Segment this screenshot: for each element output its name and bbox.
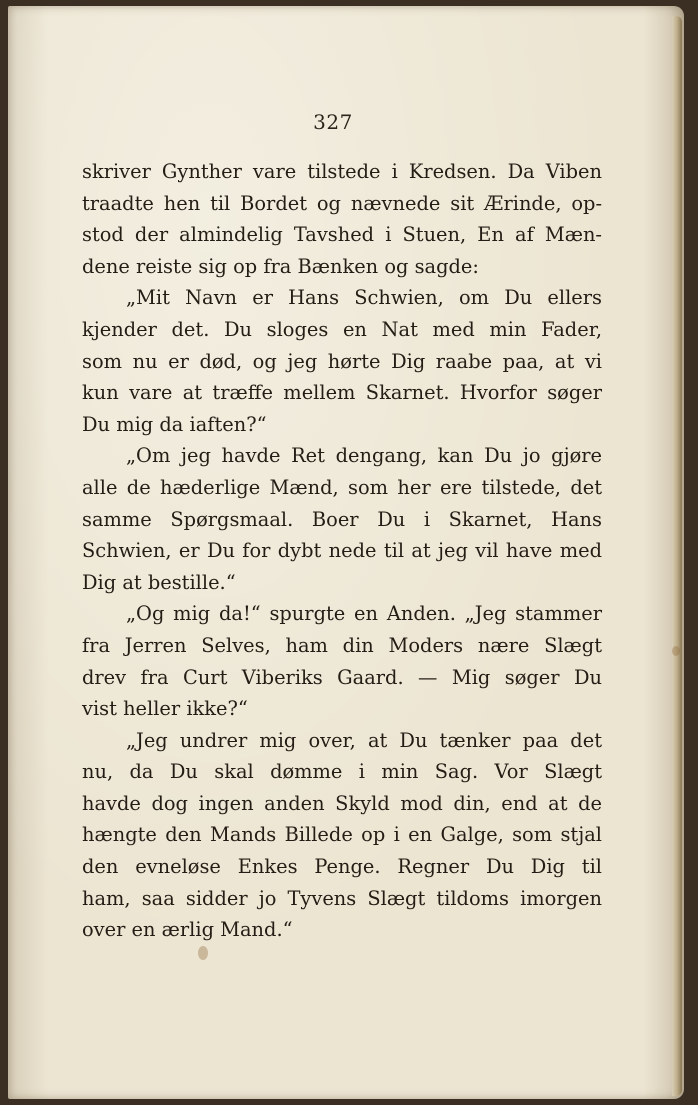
text-line-20: nu, da Du skal dømme i min Sag. Vor Slægt bbox=[82, 760, 602, 784]
book-page bbox=[8, 6, 684, 1099]
text-line-22: hængte den Mands Billede op i en Galge, som stjal bbox=[82, 823, 602, 847]
text-line-10: „Om jeg havde Ret dengang, kan Du jo gjøre bbox=[126, 444, 602, 468]
text-line-19: „Jeg undrer mig over, at Du tænker paa det bbox=[126, 728, 602, 752]
text-line-21: havde dog ingen anden Skyld mod din, end at de bbox=[82, 791, 602, 815]
text-line-2: traadte hen til Bordet og nævnede sit Ærinde, op- bbox=[82, 191, 602, 215]
body-text bbox=[82, 156, 602, 946]
text-line-11: alle de hæderlige Mænd, som her ere tilstede, det bbox=[82, 475, 602, 499]
text-line-13: Schwien, er Du for dybt nede til at jeg vil have med bbox=[82, 539, 602, 563]
page-edge bbox=[672, 16, 682, 1096]
paper-stain bbox=[672, 646, 680, 656]
paper-stain bbox=[198, 946, 208, 960]
text-line-25: over en ærlig Mand.“ bbox=[82, 918, 293, 942]
text-line-16: fra Jerren Selves, ham din Moders nære Slægt bbox=[82, 633, 602, 657]
text-line-3: stod der almindelig Tavshed i Stuen, En af Mæn- bbox=[82, 223, 602, 247]
text-line-7: som nu er død, og jeg hørte Dig raabe paa, at vi bbox=[82, 349, 602, 373]
text-line-18: vist heller ikke?“ bbox=[82, 697, 248, 721]
text-line-15: „Og mig da!“ spurgte en Anden. „Jeg stammer bbox=[126, 602, 602, 626]
text-line-12: samme Spørgsmaal. Boer Du i Skarnet, Hans bbox=[82, 507, 602, 531]
text-line-8: kun vare at træffe mellem Skarnet. Hvorfor søger bbox=[82, 381, 602, 405]
text-line-5: „Mit Navn er Hans Schwien, om Du ellers bbox=[126, 286, 602, 310]
text-line-17: drev fra Curt Viberiks Gaard. — Mig søger Du bbox=[82, 665, 602, 689]
page-number: 327 bbox=[313, 110, 353, 134]
text-line-9: Du mig da iaften?“ bbox=[82, 412, 267, 436]
text-line-24: ham, saa sidder jo Tyvens Slægt tildoms imorgen bbox=[82, 886, 602, 910]
text-line-6: kjender det. Du sloges en Nat med min Fader, bbox=[82, 317, 602, 341]
text-line-1: skriver Gynther vare tilstede i Kredsen. Da Viben bbox=[82, 160, 602, 183]
text-line-14: Dig at bestille.“ bbox=[82, 570, 236, 594]
text-line-23: den evneløse Enkes Penge. Regner Du Dig til bbox=[82, 855, 602, 879]
text-line-4: dene reiste sig op fra Bænken og sagde: bbox=[82, 254, 479, 278]
